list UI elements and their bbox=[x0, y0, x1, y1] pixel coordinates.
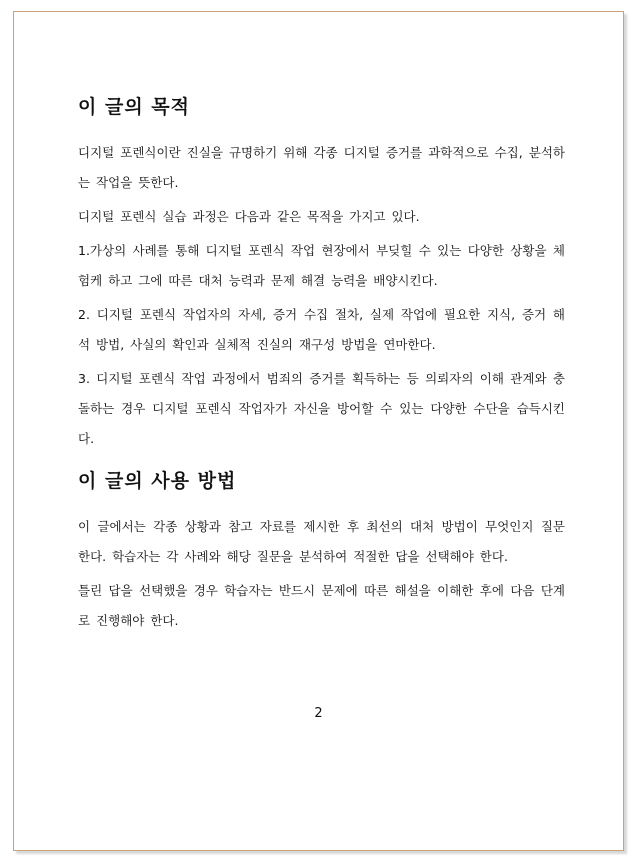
section-heading-purpose: 이 글의 목적 bbox=[78, 96, 190, 118]
paragraph: 이 글에서는 각종 상황과 참고 자료를 제시한 후 최선의 대처 방법이 무엇인지 질문 한다. 학습자는 각 사례와 해당 질문을 분석하여 적절한 답을 선택해야 한다. bbox=[78, 519, 565, 564]
paragraph: 1.가상의 사례를 통해 디지털 포렌식 작업 현장에서 부딪힐 수 있는 다양한 상황을 체험케 하고 그에 따른 대처 능력과 문제 해결 능력을 배양시킨다. bbox=[78, 243, 565, 288]
paragraph: 디지털 포렌식 실습 과정은 다음과 같은 목적을 가지고 있다. bbox=[78, 209, 420, 224]
paragraph: 3. 디지털 포렌식 작업 과정에서 범죄의 증거를 획득하는 등 의뢰자의 이해 관계와 충돌하는 경우 디지털 포렌식 작업자가 자신을 방어할 수 있는 다양한 수단을 습득시킨다. bbox=[78, 371, 565, 446]
document-page bbox=[13, 11, 624, 851]
paragraph: 디지털 포렌식이란 진실을 규명하기 위해 각종 디지털 증거를 과학적으로 수집, 분석하는 작업을 뜻한다. bbox=[78, 145, 565, 190]
paragraph: 2. 디지털 포렌식 작업자의 자세, 증거 수집 절차, 실제 작업에 필요한 지식, 증거 해석 방법, 사실의 확인과 실체적 진실의 재구성 방법을 연마한다. bbox=[78, 307, 565, 352]
page-number: 2 bbox=[314, 706, 323, 721]
page-content bbox=[78, 94, 565, 640]
paragraph: 틀린 답을 선택했을 경우 학습자는 반드시 문제에 따른 해설을 이해한 후에 다음 단계로 진행해야 한다. bbox=[78, 583, 565, 628]
section-heading-usage: 이 글의 사용 방법 bbox=[78, 470, 237, 492]
